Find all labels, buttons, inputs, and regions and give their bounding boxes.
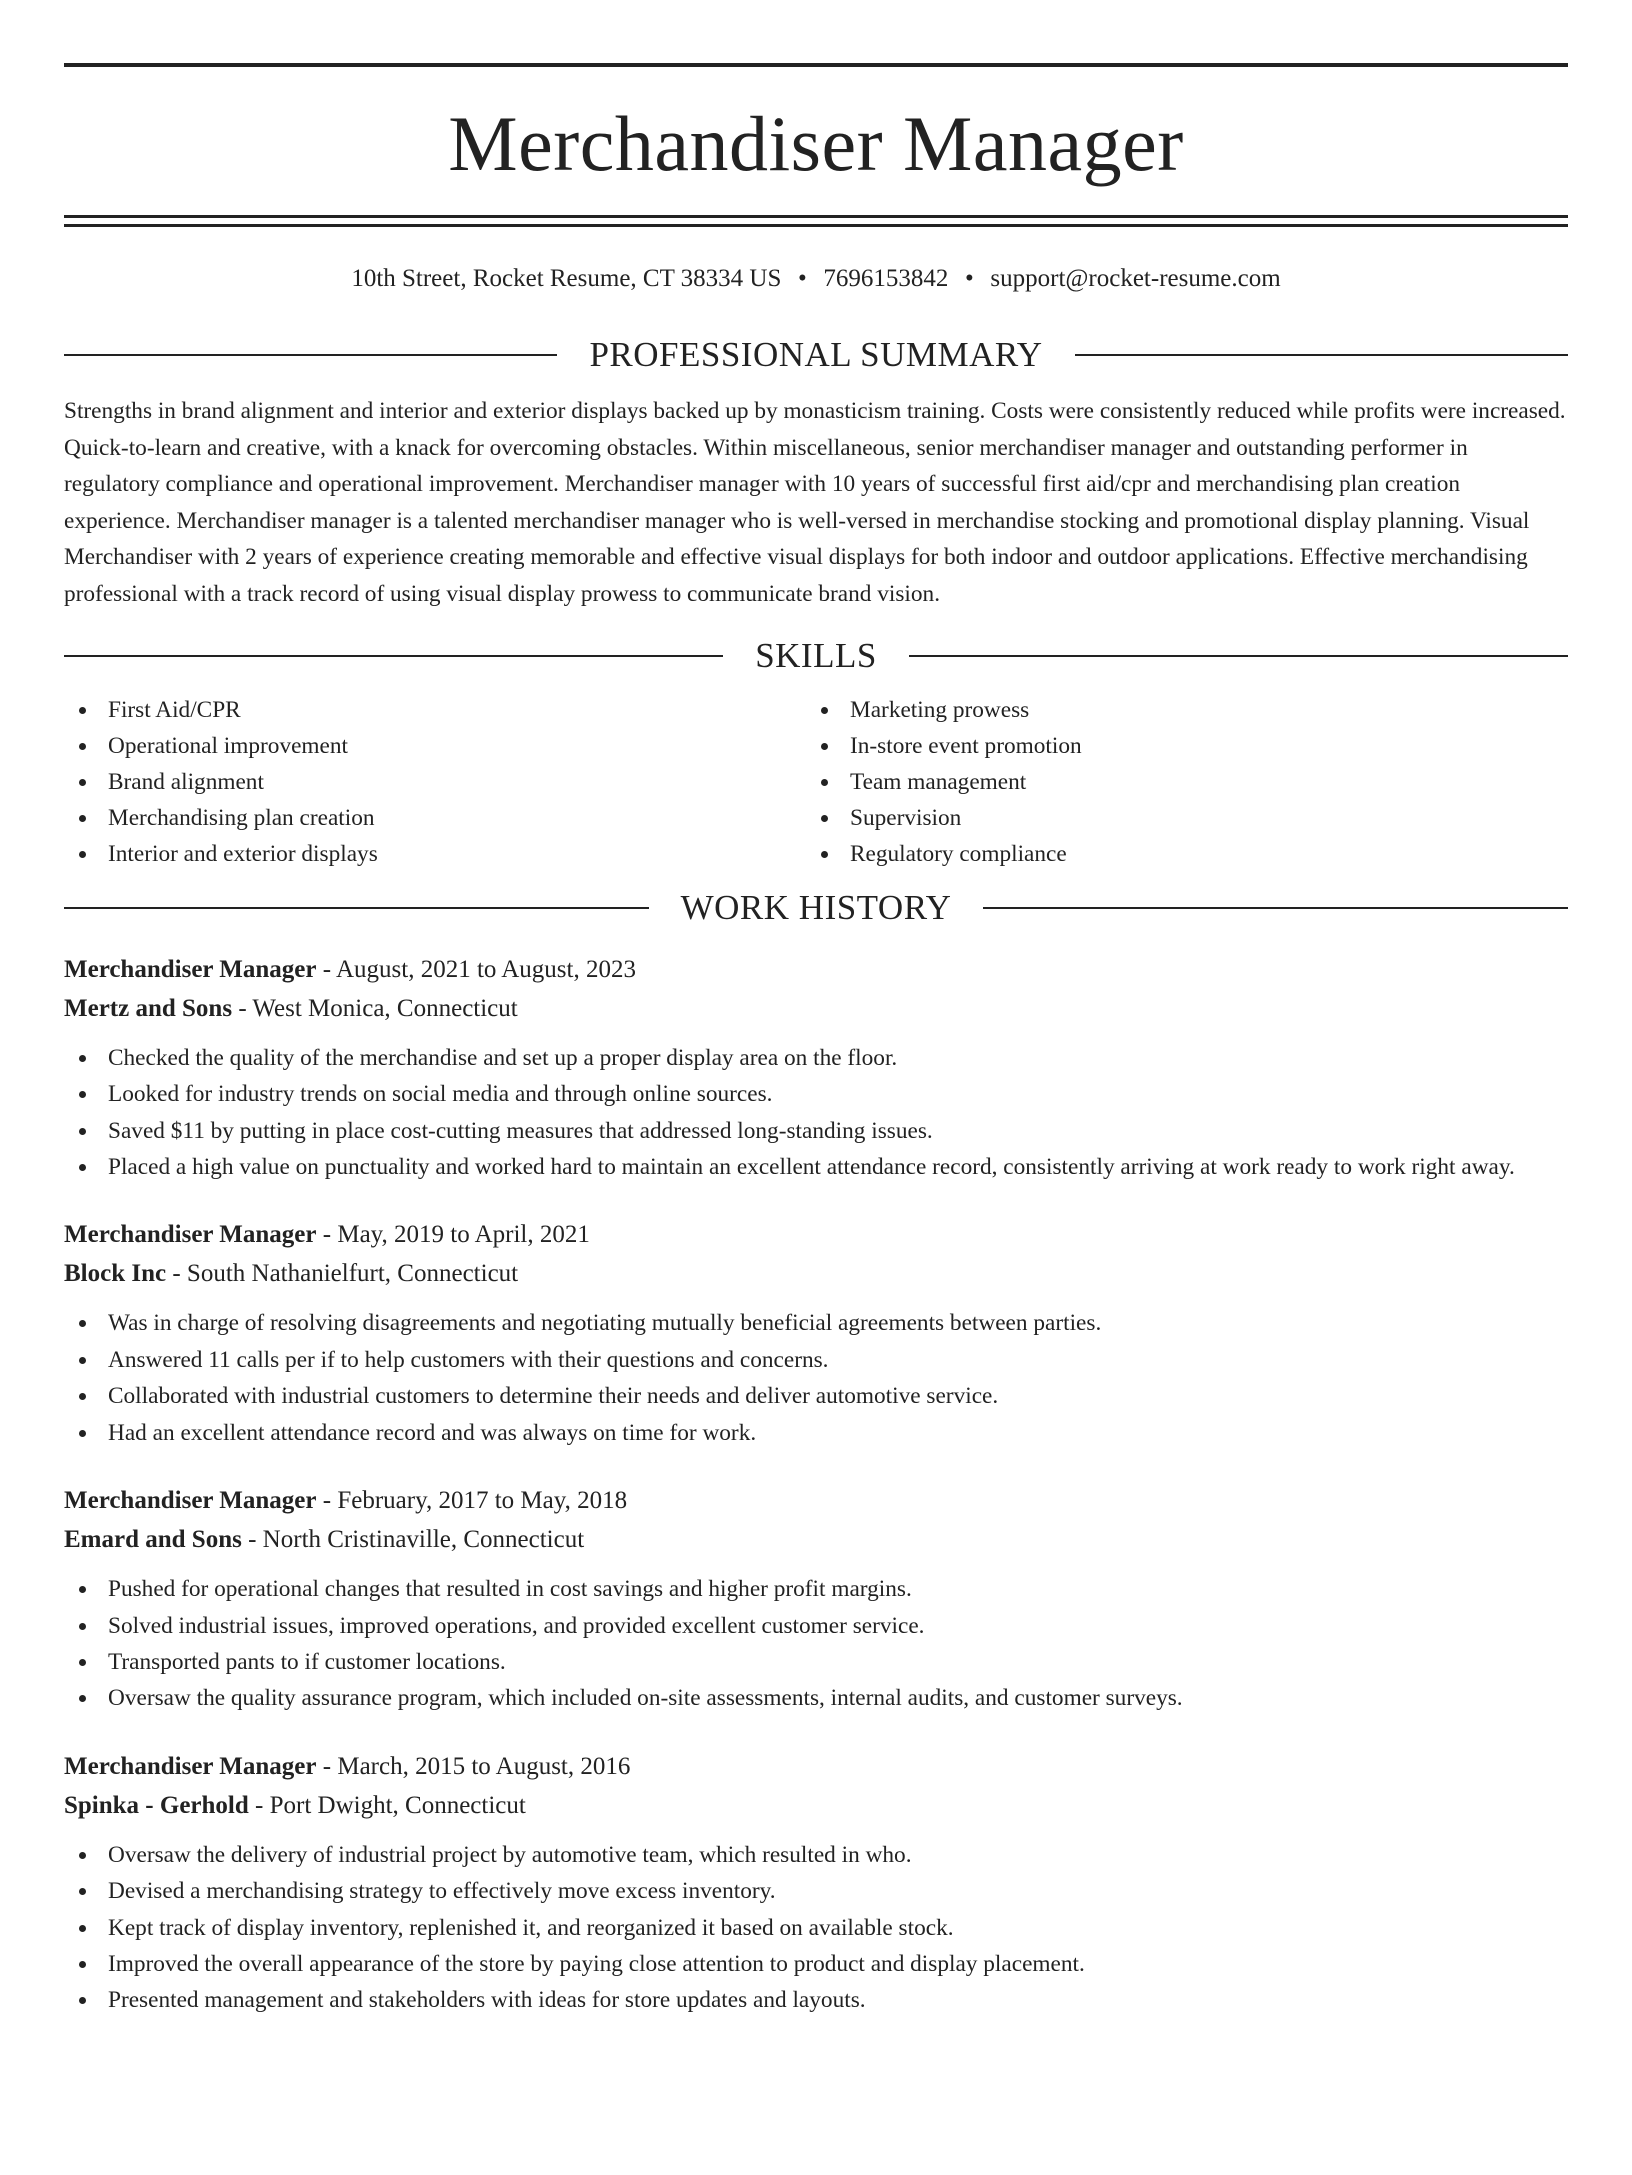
skill-item: Merchandising plan creation [64,800,806,836]
job-bullet: Placed a high value on punctuality and worked hard to maintain an excellent attendance record, consistently arriving at work ready to work right away. [64,1149,1568,1185]
skill-item: Team management [806,764,1568,800]
job-company-line [64,989,1568,1028]
job-bullets [64,1837,1568,2019]
job-bullet: Looked for industry trends on social media and through online sources. [64,1076,1568,1112]
job-entry [64,1747,1568,2019]
skill-item: Regulatory compliance [806,836,1568,872]
summary-heading [64,335,1568,375]
skill-item: First Aid/CPR [64,692,806,728]
job-title-line [64,1747,1568,1786]
job-title-line [64,1215,1568,1254]
skill-item: Operational improvement [64,728,806,764]
heading-rule-left [64,907,649,909]
job-bullet: Devised a merchandising strategy to effectively move excess inventory. [64,1873,1568,1909]
skill-item: Interior and exterior displays [64,836,806,872]
job-bullet: Kept track of display inventory, replenished it, and reorganized it based on available stock. [64,1910,1568,1946]
skill-item: Brand alignment [64,764,806,800]
job-dates: - February, 2017 to May, 2018 [316,1487,628,1515]
candidate-name: Merchandiser Manager [448,100,1184,187]
job-bullet: Presented management and stakeholders with ideas for store updates and layouts. [64,1982,1568,2018]
job-bullet: Saved $11 by putting in place cost-cutting measures that addressed long-standing issues. [64,1113,1568,1149]
job-company-line [64,1520,1568,1559]
job-bullet: Was in charge of resolving disagreements and negotiating mutually beneficial agreements between parties. [64,1305,1568,1341]
skill-item: Marketing prowess [806,692,1568,728]
resume-page [0,63,1632,2175]
summary-text: Strengths in brand alignment and interior and exterior displays backed up by monasticism training. Costs were consistently reduced while profits were increased. Quick-to-learn and creative, with a knack for overcoming obstacles. Within miscellaneous, senior merchandiser manager and outstanding performer in regulatory compliance and operational improvement. Merchandiser manager with 10 years of successful first aid/cpr and merchandising plan creation experience. Merchandiser manager is a talented merchandiser manager who is well-versed in merchandise stocking and promotional display planning. Visual Merchandiser with 2 years of experience creating memorable and effective visual displays for both indoor and outdoor applications. Effective merchandising professional with a track record of using visual display prowess to communicate brand vision. [64,398,1566,607]
contact-address: 10th Street, Rocket Resume, CT 38334 US [351,265,782,292]
section-title: PROFESSIONAL SUMMARY [589,335,1043,374]
job-location: - South Nathanielfurt, Connecticut [166,1260,519,1288]
job-entry [64,1481,1568,1717]
skills-column-right [806,692,1568,872]
contact-separator: • [798,265,807,292]
job-bullets [64,1040,1568,1186]
skill-item: Supervision [806,800,1568,836]
job-bullet: Checked the quality of the merchandise and set up a proper display area on the floor. [64,1040,1568,1076]
section-title: SKILLS [755,635,877,675]
job-dates: - March, 2015 to August, 2016 [316,1752,631,1780]
job-bullet: Answered 11 calls per if to help customers with their questions and concerns. [64,1342,1568,1378]
heading-rule-right [983,907,1568,909]
contact-email: support@rocket-resume.com [990,265,1281,292]
job-title: Merchandiser Manager [64,1752,317,1780]
job-entry [64,1215,1568,1451]
heading-rule-right [909,655,1568,657]
job-bullet: Had an excellent attendance record and was always on time for work. [64,1415,1568,1451]
job-dates: - May, 2019 to April, 2021 [316,1221,590,1249]
skills-list [64,692,1568,872]
skills-column-left [64,692,806,872]
header-double-rule [64,215,1568,227]
job-company-line [64,1254,1568,1293]
skill-item: In-store event promotion [806,728,1568,764]
job-bullet: Solved industrial issues, improved operations, and provided excellent customer service. [64,1608,1568,1644]
job-bullet: Improved the overall appearance of the store by paying close attention to product and display placement. [64,1946,1568,1982]
heading-rule-left [64,655,723,657]
contact-phone: 7696153842 [823,265,949,292]
skills-heading [64,636,1568,676]
contact-separator: • [965,265,974,292]
job-dates: - August, 2021 to August, 2023 [316,955,636,983]
job-bullets [64,1305,1568,1451]
job-location: - North Cristinaville, Connecticut [241,1526,585,1554]
job-title: Merchandiser Manager [64,955,317,983]
section-title: WORK HISTORY [680,887,952,927]
job-title-line [64,950,1568,989]
job-title: Merchandiser Manager [64,1487,317,1515]
job-entry [64,950,1568,1186]
job-company: Mertz and Sons [64,994,233,1022]
job-bullet: Collaborated with industrial customers to determine their needs and deliver automotive service. [64,1378,1568,1414]
job-bullet: Pushed for operational changes that resulted in cost savings and higher profit margins. [64,1571,1568,1607]
job-location: - Port Dwight, Connecticut [248,1791,526,1819]
job-location: - West Monica, Connecticut [232,994,518,1022]
job-bullet: Oversaw the delivery of industrial project by automotive team, which resulted in who. [64,1837,1568,1873]
top-rule [64,63,1568,67]
job-company: Emard and Sons [64,1526,242,1554]
job-company-line [64,1786,1568,1825]
heading-rule-right [1075,354,1568,356]
job-title: Merchandiser Manager [64,1221,317,1249]
job-bullet: Transported pants to if customer locations. [64,1644,1568,1680]
heading-rule-left [64,354,557,356]
contact-line [64,263,1568,295]
job-company: Block Inc [64,1260,167,1288]
work-history-heading [64,888,1568,928]
job-company: Spinka - Gerhold [64,1791,249,1819]
job-title-line [64,1481,1568,1520]
job-bullet: Oversaw the quality assurance program, which included on-site assessments, internal audits, and customer surveys. [64,1680,1568,1716]
job-bullets [64,1571,1568,1717]
